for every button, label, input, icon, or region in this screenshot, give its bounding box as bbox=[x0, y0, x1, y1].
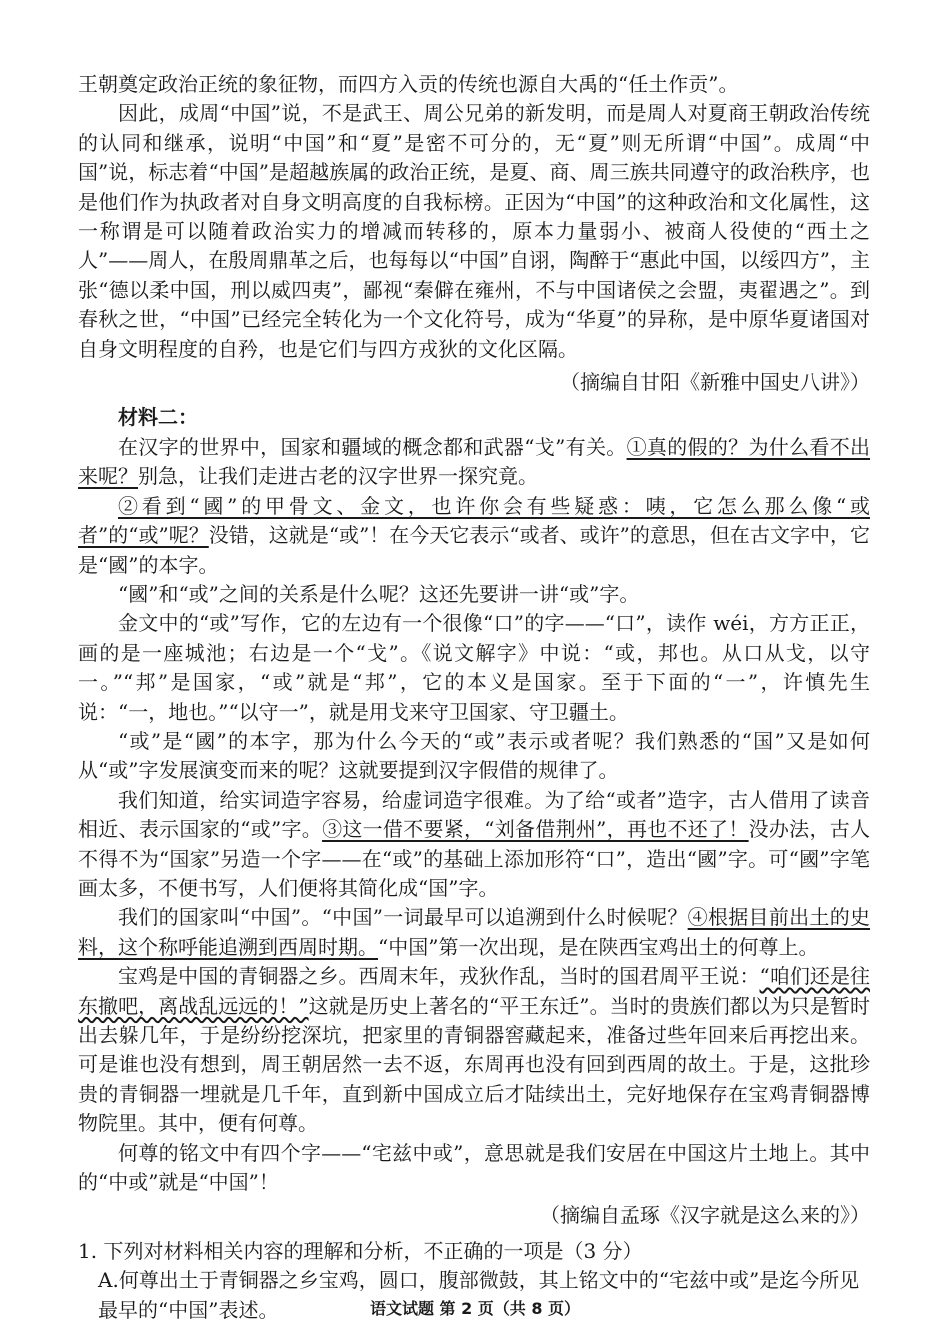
material1-source: （摘编自甘阳《新雅中国史八讲》） bbox=[560, 370, 870, 395]
question-1-stem: 1. 下列对材料相关内容的理解和分析，不正确的一项是（3 分） bbox=[78, 1238, 643, 1263]
material2-paragraph-5: “或”是“國”的本字，那为什么今天的“或”表示或者呢？我们熟悉的“国”又是如何从“或”字发展演变而来的呢？这就要提到汉字假借的规律了。 bbox=[78, 728, 870, 783]
material2-paragraph-7 bbox=[78, 903, 870, 962]
text-segment: 宝鸡是中国的青铜器之乡。西周末年，戎狄作乱，当时的国君周平王说： bbox=[118, 964, 760, 989]
option-label: A. bbox=[98, 1268, 119, 1293]
text-segment: “中国”第一次出现，是在陕西宝鸡出土的何尊上。 bbox=[378, 934, 819, 959]
text-segment: 这就是历史上著名的“平王东迁”。当时的贵族们都以为只是暂时出去躲几年，于是纷纷挖深坑，把家里的青铜器窖藏起来，准备过些年回来后再挖出来。可是谁也没有想到，周王朝居然一去不返，东周再也没有回到西周的故土。于是，这批珍贵的青铜器一埋就是几千年，直到新中国成立后才陆续出土，完好地保存在宝鸡青铜器博物院里。其中，便有何尊。 bbox=[78, 993, 870, 1136]
underlined-sentence-3: ③这一借不要紧，“刘备借荆州”，再也不还了！ bbox=[322, 817, 749, 842]
text-segment: 我们知道，给实词造字容易，给虚词造字很难。为了给“或者”造字，古人借用了读音相近、表示国家的“或”字。 bbox=[78, 787, 870, 842]
text-segment: 在汉字的世界中，国家和疆域的概念都和武器“戈”有关。 bbox=[118, 434, 627, 459]
material2-paragraph-2 bbox=[78, 492, 870, 580]
material2-paragraph-9: 何尊的铭文中有四个字——“宅兹中或”，意思就是我们安居在中国这片土地上。其中的“中或”就是“中国”！ bbox=[78, 1140, 870, 1195]
material2-heading: 材料二： bbox=[118, 405, 198, 430]
text-segment: 没错，这就是“或”！在今天它表示“或者、或许”的意思，但在古文字中，它是“國”的本字。 bbox=[78, 523, 870, 577]
text-segment: 没办法，古人不得不为“国家”另造一个字——在“或”的基础上添加形符“口”，造出“國”字。可“國”字笔画太多，不便书写，人们便将其简化成“国”字。 bbox=[78, 817, 871, 900]
material2-paragraph-1 bbox=[78, 433, 870, 492]
material2-source: （摘编自孟琢《汉字就是这么来的》） bbox=[540, 1203, 870, 1228]
underlined-sentence-4: ④根据目前出土的史料，这个称呼能追溯到西周时期。 bbox=[78, 905, 870, 959]
underlined-sentence-1: ①真的假的？为什么看不出来呢？ bbox=[78, 434, 871, 489]
material2-paragraph-4: 金文中的“或”写作，它的左边有一个很像“口”的字——“口”，读作 wéi，方方正正，画的是一座城池；右边是一个“戈”。《说文解字》中说：“或，邦也。从口从戈，以守一。”“邦”是国家，“或”就是“邦”，它的本义是国家。至于下面的“一”，许慎先生说：“一，地也。”“以守一”，就是用戈来守卫国家、守卫疆土。 bbox=[78, 611, 870, 724]
underlined-sentence-2: ②看到“國”的甲骨文、金文，也许你会有些疑惑：咦，它怎么那么像“或者”的“或”呢？ bbox=[78, 493, 870, 548]
option-text: 何尊出土于青铜器之乡宝鸡，圆口，腹部微鼓，其上铭文中的“宅兹中或”是迄今所见最早的“中国”表述。 bbox=[98, 1268, 860, 1322]
material1-paragraph-0: 王朝奠定政治正统的象征物，而四方入贡的传统也源自大禹的“任土作贡”。 bbox=[78, 72, 739, 96]
material2-paragraph-3: “國”和“或”之间的关系是什么呢？这还先要讲一讲“或”字。 bbox=[118, 581, 640, 606]
material2-paragraph-6 bbox=[78, 786, 870, 904]
material2-paragraph-8 bbox=[78, 962, 870, 1138]
page-content bbox=[78, 70, 870, 1325]
wavy-underlined-quote: “咱们还是往东撤吧，离战乱远远的！” bbox=[78, 964, 870, 1018]
material1-paragraph-1: 因此，成周“中国”说，不是武王、周公兄弟的新发明，而是周人对夏商王朝政治传统的认同和继承，说明“中国”和“夏”是密不可分的，无“夏”则无所谓“中国”。成周“中国”说，标志着“中国”是超越族属的政治正统，是夏、商、周三族共同遵守的政治秩序，也是他们作为执政者对自身文明高度的自我标榜。正因为“中国”的这种政治和文化属性，这一称谓是可以随着政治实力的增减而转移的，原本力量弱小、被商人役使的“西土之人”——周人，在殷周鼎革之后，也每每以“中国”自诩，陶醉于“惠此中国，以绥四方”，主张“德以柔中国，刑以威四夷”，鄙视“秦僻在雍州，不与中国诸侯之会盟，夷翟遇之”。到春秋之世，“中国”已经完全转化为一个文化符号，成为“华夏”的异称，是中原华夏诸国对自身文明程度的自矜，也是它们与四方戎狄的文化区隔。 bbox=[78, 101, 870, 361]
page-footer: 语文试题 第 2 页（共 8 页） bbox=[369, 1299, 581, 1318]
text-segment: 别急，让我们走进古老的汉字世界一探究竟。 bbox=[138, 464, 538, 489]
text-segment: 我们的国家叫“中国”。“中国”一词最早可以追溯到什么时候呢？ bbox=[118, 905, 688, 930]
